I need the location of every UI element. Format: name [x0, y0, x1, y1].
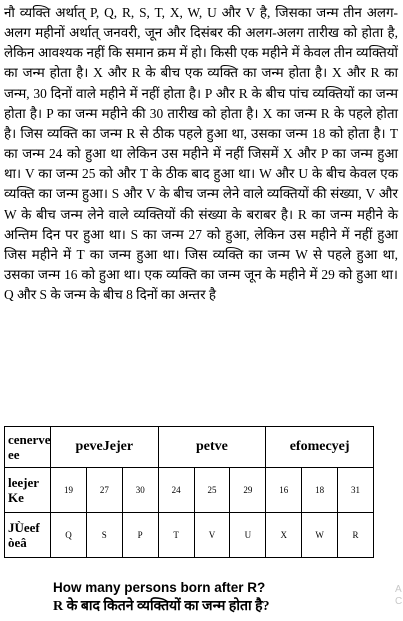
- date-cell: 19: [51, 468, 87, 513]
- question-block: [53, 578, 393, 616]
- month-header: cenerve ee: [5, 427, 51, 468]
- birth-table: [4, 426, 374, 558]
- date-cell: 27: [86, 468, 122, 513]
- person-cell: P: [122, 513, 158, 558]
- month-december: efomecyej: [266, 427, 374, 468]
- question-english: How many persons born after R?: [53, 580, 266, 595]
- puzzle-paragraph: नौ व्यक्ति अर्थात् P, Q, R, S, T, X, W, U और V है, जिसका जन्म तीन अलग-अलग महीनों अर्थात् जनवरी, जून और दिसंबर की अलग-अलग तारीख को होता है, लेकिन आवश्यक नहीं कि समान क्रम में हो। किसी एक महीने में केवल तीन व्यक्तियों का जन्म होता है। X और R के बीच एक व्यक्ति का जन्म होता है। X और R का जन्म, 30 दिनों वाले महीने में नहीं होता है। P और R के बीच पांच व्यक्तियों का जन्म होता है। P का जन्म महीने की 30 तारीख को होता है। X का जन्म R के पहले होता है। जिस व्यक्ति का जन्म R से ठीक पहले हुआ था, उसका जन्म 18 को होता है। T का जन्म 24 को हुआ था लेकिन उस महीने में नहीं जिसमें X और P का जन्म हुआ था। V का जन्म 25 को और T के ठीक बाद हुआ था। W और U के बीच केवल एक व्यक्ति का जन्म हुआ। S और V के बीच जन्म लेने वाले व्यक्तियों की संख्या, V और W के बीच जन्म लेने वाले व्यक्तियों की संख्या के बराबर है। R का जन्म महीने के अन्तिम दिन पर हुआ था। S का जन्म 27 को हुआ, लेकिन उस महीने में नहीं हुआ जिस महीने में T का जन्म हुआ था। जिस व्यक्ति का जन्म W से पहले हुआ था, उसका जन्म 16 को हुआ था। एक व्यक्ति का जन्म जून के महीने में 29 को हुआ था। Q और S के जन्म के बीच 8 दिनों का अन्तर है: [4, 5, 398, 303]
- month-june: petve: [158, 427, 266, 468]
- date-cell: 30: [122, 468, 158, 513]
- date-header: leejer Ke: [5, 468, 51, 513]
- date-cell: 31: [338, 468, 374, 513]
- month-row: [5, 427, 374, 468]
- date-cell: 16: [266, 468, 302, 513]
- person-cell: W: [302, 513, 338, 558]
- date-row: [5, 468, 374, 513]
- person-header: JÙeef òeâ: [5, 513, 51, 558]
- person-cell: X: [266, 513, 302, 558]
- person-cell: S: [86, 513, 122, 558]
- person-cell: Q: [51, 513, 87, 558]
- person-cell: V: [194, 513, 230, 558]
- person-row: [5, 513, 374, 558]
- date-cell: 24: [158, 468, 194, 513]
- date-cell: 29: [230, 468, 266, 513]
- date-cell: 18: [302, 468, 338, 513]
- person-cell: T: [158, 513, 194, 558]
- date-cell: 25: [194, 468, 230, 513]
- person-cell: R: [338, 513, 374, 558]
- question-hindi: R के बाद कितने व्यक्तियों का जन्म होता है?: [53, 599, 270, 614]
- person-cell: U: [230, 513, 266, 558]
- edge-text: A C: [395, 584, 403, 607]
- month-january: peveJejer: [51, 427, 159, 468]
